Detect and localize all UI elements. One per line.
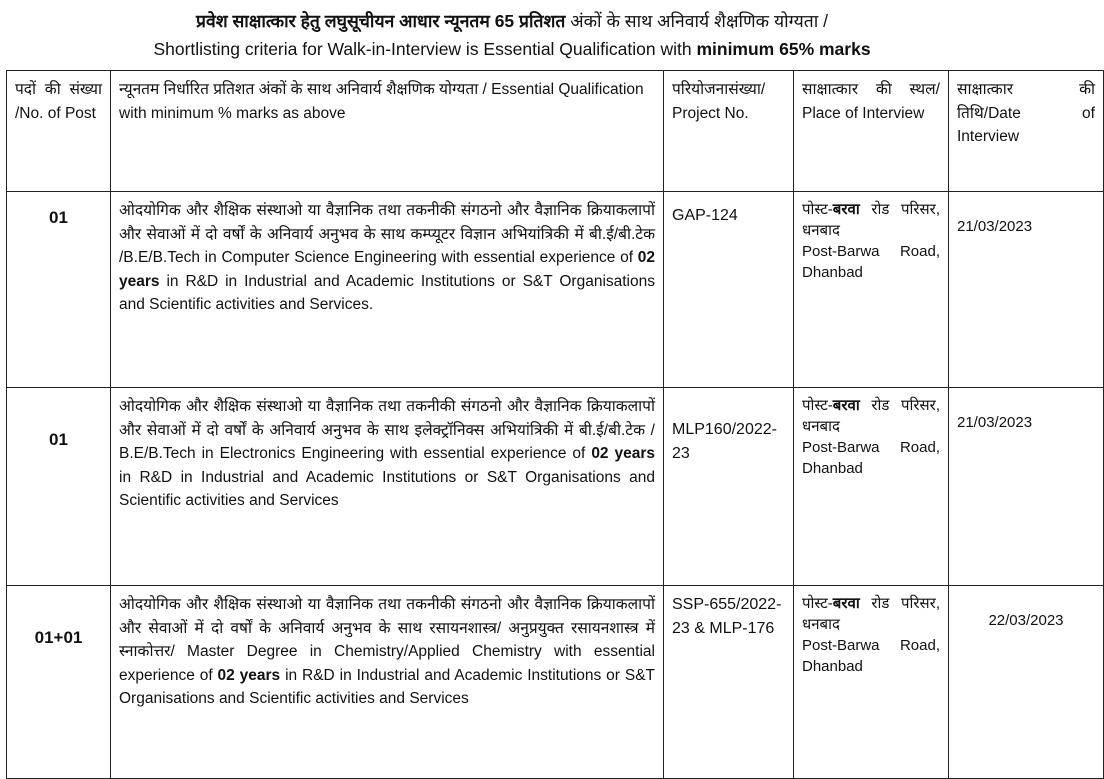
place-hindi-rest: रोड परिसर, धनबाद [802, 397, 940, 435]
place-english: Post-Barwa Road, Dhanbad [802, 637, 940, 675]
header-place-of-interview: साक्षात्कार की स्थल/ Place of Interview [794, 71, 949, 192]
project-no: SSP-655/2022-23 & MLP-176 [664, 586, 794, 779]
header-essential-qualification: न्यूनतम निर्धारित प्रतिशत अंकों के साथ अनिवार्य शैक्षणिक योग्यता / Essential Qualification with minimum % marks as above [111, 71, 664, 192]
title-hindi-bold: प्रवेश साक्षात्कार हेतु लघुसूचीयन आधार न्यूनतम 65 प्रतिशत [196, 11, 566, 31]
project-no: GAP-124 [664, 192, 794, 388]
shortlisting-table [6, 70, 1104, 779]
qualification-text: ओदयोगिक और शैक्षिक संस्थाओ या वैज्ञानिक तथा तकनीकी संगठनो और वैज्ञानिक क्रियाकलापों और सेवाओं में दो वर्षों के अनिवार्य अनुभव के साथ इलेक्ट्रॉनिक्स अभियांत्रिकी में बी.ई/बी.टेक / B.E/B.Tech in Electronics Engineering with essential experience of [119, 398, 655, 462]
experience-years: 02 years [217, 666, 281, 684]
post-count: 01 [7, 192, 111, 388]
qualification-text: ओदयोगिक और शैक्षिक संस्थाओ या वैज्ञानिक तथा तकनीकी संगठनो और वैज्ञानिक क्रियाकलापों और सेवाओं में दो वर्षों के अनिवार्य अनुभव के साथ कम्प्यूटर विज्ञान अभियांत्रिकी में बी.ई/बी.टेक /B.E/B.Tech in Computer Science Engineering with essential experience of [119, 202, 655, 266]
header-project-no: परियोजनासंख्या/ Project No. [664, 71, 794, 192]
page-title-hindi [0, 10, 1024, 32]
interview-date: 21/03/2023 [949, 192, 1104, 388]
place-hindi-bold: बरवा [832, 595, 860, 612]
header-date-of-interview: साक्षात्कार की तिथि/Date of Interview [949, 71, 1104, 192]
title-hindi-rest: अंकों के साथ अनिवार्य शैक्षणिक योग्यता / [565, 11, 828, 31]
place-cell [794, 192, 949, 388]
qualification-text: ओदयोगिक और शैक्षिक संस्थाओ या वैज्ञानिक तथा तकनीकी संगठनो और वैज्ञानिक क्रियाकलापों और सेवाओं में दो वर्षों के अनिवार्य अनुभव के साथ रसायनशास्त्र/ अनुप्रयुक्त रसायनशास्त्र में स्नाकोत्तर/ Master Degree in Chemistry/Applied Chemistry with essential experience of [119, 596, 655, 684]
title-english-lead: Shortlisting criteria for Walk-in-Interview is Essential Qualification with [153, 39, 697, 59]
place-hindi-prefix: पोस्ट- [802, 595, 833, 612]
post-count: 01 [7, 388, 111, 586]
place-cell [794, 388, 949, 586]
qualification-text-rest: in R&D in Industrial and Academic Institutions or S&T Organisations and Scientific activities and Services [119, 666, 655, 707]
place-hindi-bold: बरवा [832, 397, 860, 414]
qualification-cell [111, 388, 664, 586]
interview-date: 21/03/2023 [949, 388, 1104, 586]
place-hindi-rest: रोड परिसर, धनबाद [802, 201, 940, 239]
header-no-of-post: पदों की संख्या /No. of Post [7, 71, 111, 192]
place-english: Post-Barwa Road, Dhanbad [802, 439, 940, 477]
experience-years: 02 years [119, 249, 655, 290]
page-title-english [0, 38, 1024, 60]
qualification-cell [111, 586, 664, 779]
project-no: MLP160/2022-23 [664, 388, 794, 586]
table-row [7, 586, 1104, 779]
title-english-bold: minimum 65% marks [696, 39, 871, 59]
place-hindi-rest: रोड परिसर, धनबाद [802, 595, 940, 633]
table-header-row [7, 71, 1104, 192]
table-row [7, 388, 1104, 586]
qualification-cell [111, 192, 664, 388]
place-cell [794, 586, 949, 779]
table-row [7, 192, 1104, 388]
place-hindi-bold: बरवा [832, 201, 860, 218]
place-hindi-prefix: पोस्ट- [802, 397, 833, 414]
place-hindi-prefix: पोस्ट- [802, 201, 833, 218]
place-english: Post-Barwa Road, Dhanbad [802, 243, 940, 281]
post-count: 01+01 [7, 586, 111, 779]
qualification-text-rest: in R&D in Industrial and Academic Institutions or S&T Organisations and Scientific activities and Services. [119, 272, 655, 313]
experience-years: 02 years [591, 445, 656, 462]
interview-date: 22/03/2023 [949, 586, 1104, 779]
qualification-text-rest: in R&D in Industrial and Academic Institutions or S&T Organisations and Scientific activities and Services [119, 468, 655, 509]
